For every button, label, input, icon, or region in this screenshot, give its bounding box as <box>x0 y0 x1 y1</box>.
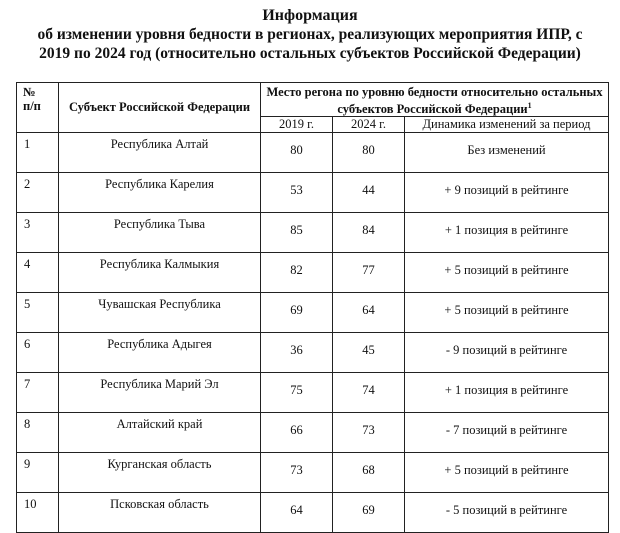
row-2019: 66 <box>261 413 333 453</box>
row-number: 2 <box>17 173 59 213</box>
table-row <box>17 333 609 373</box>
row-number: 6 <box>17 333 59 373</box>
table-row <box>17 173 609 213</box>
row-dynamics: + 5 позиций в рейтинге <box>405 253 609 293</box>
row-2019: 64 <box>261 493 333 533</box>
row-dynamics: + 9 позиций в рейтинге <box>405 173 609 213</box>
row-2019: 85 <box>261 213 333 253</box>
row-subject: Курганская область <box>59 453 261 493</box>
row-subject: Алтайский край <box>59 413 261 453</box>
row-2024: 45 <box>333 333 405 373</box>
table-row <box>17 493 609 533</box>
row-subject: Республика Алтай <box>59 133 261 173</box>
header-number-label: № п/п <box>23 85 41 113</box>
document-title: Информация <box>262 7 358 24</box>
row-number: 9 <box>17 453 59 493</box>
row-2024: 44 <box>333 173 405 213</box>
row-dynamics: Без изменений <box>405 133 609 173</box>
header-place-footnote: 1 <box>527 101 532 110</box>
row-2019: 73 <box>261 453 333 493</box>
table-row <box>17 453 609 493</box>
row-2024: 69 <box>333 493 405 533</box>
table-row <box>17 253 609 293</box>
header-dynamics: Динамика изменений за период <box>405 117 609 133</box>
row-dynamics: + 5 позиций в рейтинге <box>405 453 609 493</box>
table-row <box>17 413 609 453</box>
table-row <box>17 133 609 173</box>
row-subject: Республика Марий Эл <box>59 373 261 413</box>
poverty-ranking-table <box>16 82 609 533</box>
row-subject: Псковская область <box>59 493 261 533</box>
row-2024: 77 <box>333 253 405 293</box>
header-2019: 2019 г. <box>261 117 333 133</box>
row-dynamics: - 9 позиций в рейтинге <box>405 333 609 373</box>
row-2019: 80 <box>261 133 333 173</box>
row-2019: 53 <box>261 173 333 213</box>
row-2024: 84 <box>333 213 405 253</box>
document-subtitle-line-2: 2019 по 2024 год (относительно остальных субъектов Российской Федерации) <box>39 45 581 62</box>
row-2024: 68 <box>333 453 405 493</box>
header-place <box>261 83 609 117</box>
table-header-row <box>17 83 609 117</box>
table-row <box>17 373 609 413</box>
row-dynamics: + 1 позиция в рейтинге <box>405 373 609 413</box>
row-dynamics: + 5 позиций в рейтинге <box>405 293 609 333</box>
row-subject: Чувашская Республика <box>59 293 261 333</box>
row-subject: Республика Тыва <box>59 213 261 253</box>
row-2019: 82 <box>261 253 333 293</box>
row-number: 4 <box>17 253 59 293</box>
table-row <box>17 293 609 333</box>
header-2024: 2024 г. <box>333 117 405 133</box>
row-2019: 75 <box>261 373 333 413</box>
table-row <box>17 213 609 253</box>
row-subject: Республика Калмыкия <box>59 253 261 293</box>
row-number: 10 <box>17 493 59 533</box>
row-number: 7 <box>17 373 59 413</box>
row-dynamics: - 5 позиций в рейтинге <box>405 493 609 533</box>
row-number: 5 <box>17 293 59 333</box>
row-2024: 64 <box>333 293 405 333</box>
row-2019: 69 <box>261 293 333 333</box>
row-number: 1 <box>17 133 59 173</box>
document-heading <box>0 6 620 63</box>
header-subject: Субъект Российской Федерации <box>59 83 261 133</box>
row-number: 3 <box>17 213 59 253</box>
row-dynamics: - 7 позиций в рейтинге <box>405 413 609 453</box>
document-subtitle-line-1: об изменении уровня бедности в регионах, реализующих мероприятия ИПР, с <box>37 26 583 43</box>
header-number <box>17 83 59 133</box>
row-number: 8 <box>17 413 59 453</box>
row-subject: Республика Карелия <box>59 173 261 213</box>
header-place-label: Место регона по уровню бедности относительно остальных субъектов Российской Федерации <box>266 85 603 117</box>
row-dynamics: + 1 позиция в рейтинге <box>405 213 609 253</box>
row-subject: Республика Адыгея <box>59 333 261 373</box>
row-2024: 74 <box>333 373 405 413</box>
row-2024: 80 <box>333 133 405 173</box>
row-2019: 36 <box>261 333 333 373</box>
row-2024: 73 <box>333 413 405 453</box>
